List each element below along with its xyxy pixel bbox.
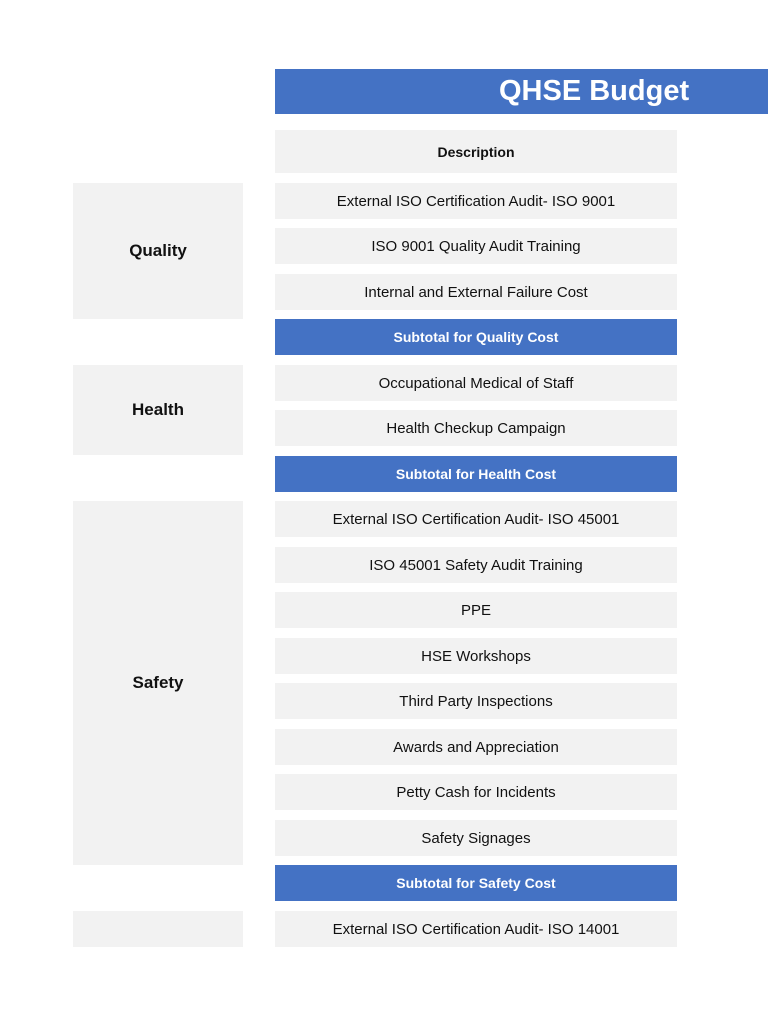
description-header: Description — [275, 130, 677, 173]
safety-item: HSE Workshops — [275, 638, 677, 674]
quality-item: ISO 9001 Quality Audit Training — [275, 228, 677, 264]
quality-item: External ISO Certification Audit- ISO 9001 — [275, 183, 677, 219]
safety-subtotal-row: Subtotal for Safety Cost — [275, 865, 677, 901]
safety-item: Awards and Appreciation — [275, 729, 677, 765]
safety-item: PPE — [275, 592, 677, 628]
safety-item: Safety Signages — [275, 820, 677, 856]
health-item: Occupational Medical of Staff — [275, 365, 677, 401]
category-health: Health — [73, 365, 243, 455]
category-environment — [73, 911, 243, 947]
safety-item: External ISO Certification Audit- ISO 45001 — [275, 501, 677, 537]
health-subtotal-row: Subtotal for Health Cost — [275, 456, 677, 492]
title-banner — [275, 69, 768, 114]
category-quality: Quality — [73, 183, 243, 319]
safety-item: Third Party Inspections — [275, 683, 677, 719]
environment-item: External ISO Certification Audit- ISO 14001 — [275, 911, 677, 947]
safety-item: ISO 45001 Safety Audit Training — [275, 547, 677, 583]
quality-item: Internal and External Failure Cost — [275, 274, 677, 310]
health-item: Health Checkup Campaign — [275, 410, 677, 446]
quality-subtotal-row: Subtotal for Quality Cost — [275, 319, 677, 355]
page-title: QHSE Budget — [499, 75, 690, 107]
safety-item: Petty Cash for Incidents — [275, 774, 677, 810]
category-safety: Safety — [73, 501, 243, 865]
